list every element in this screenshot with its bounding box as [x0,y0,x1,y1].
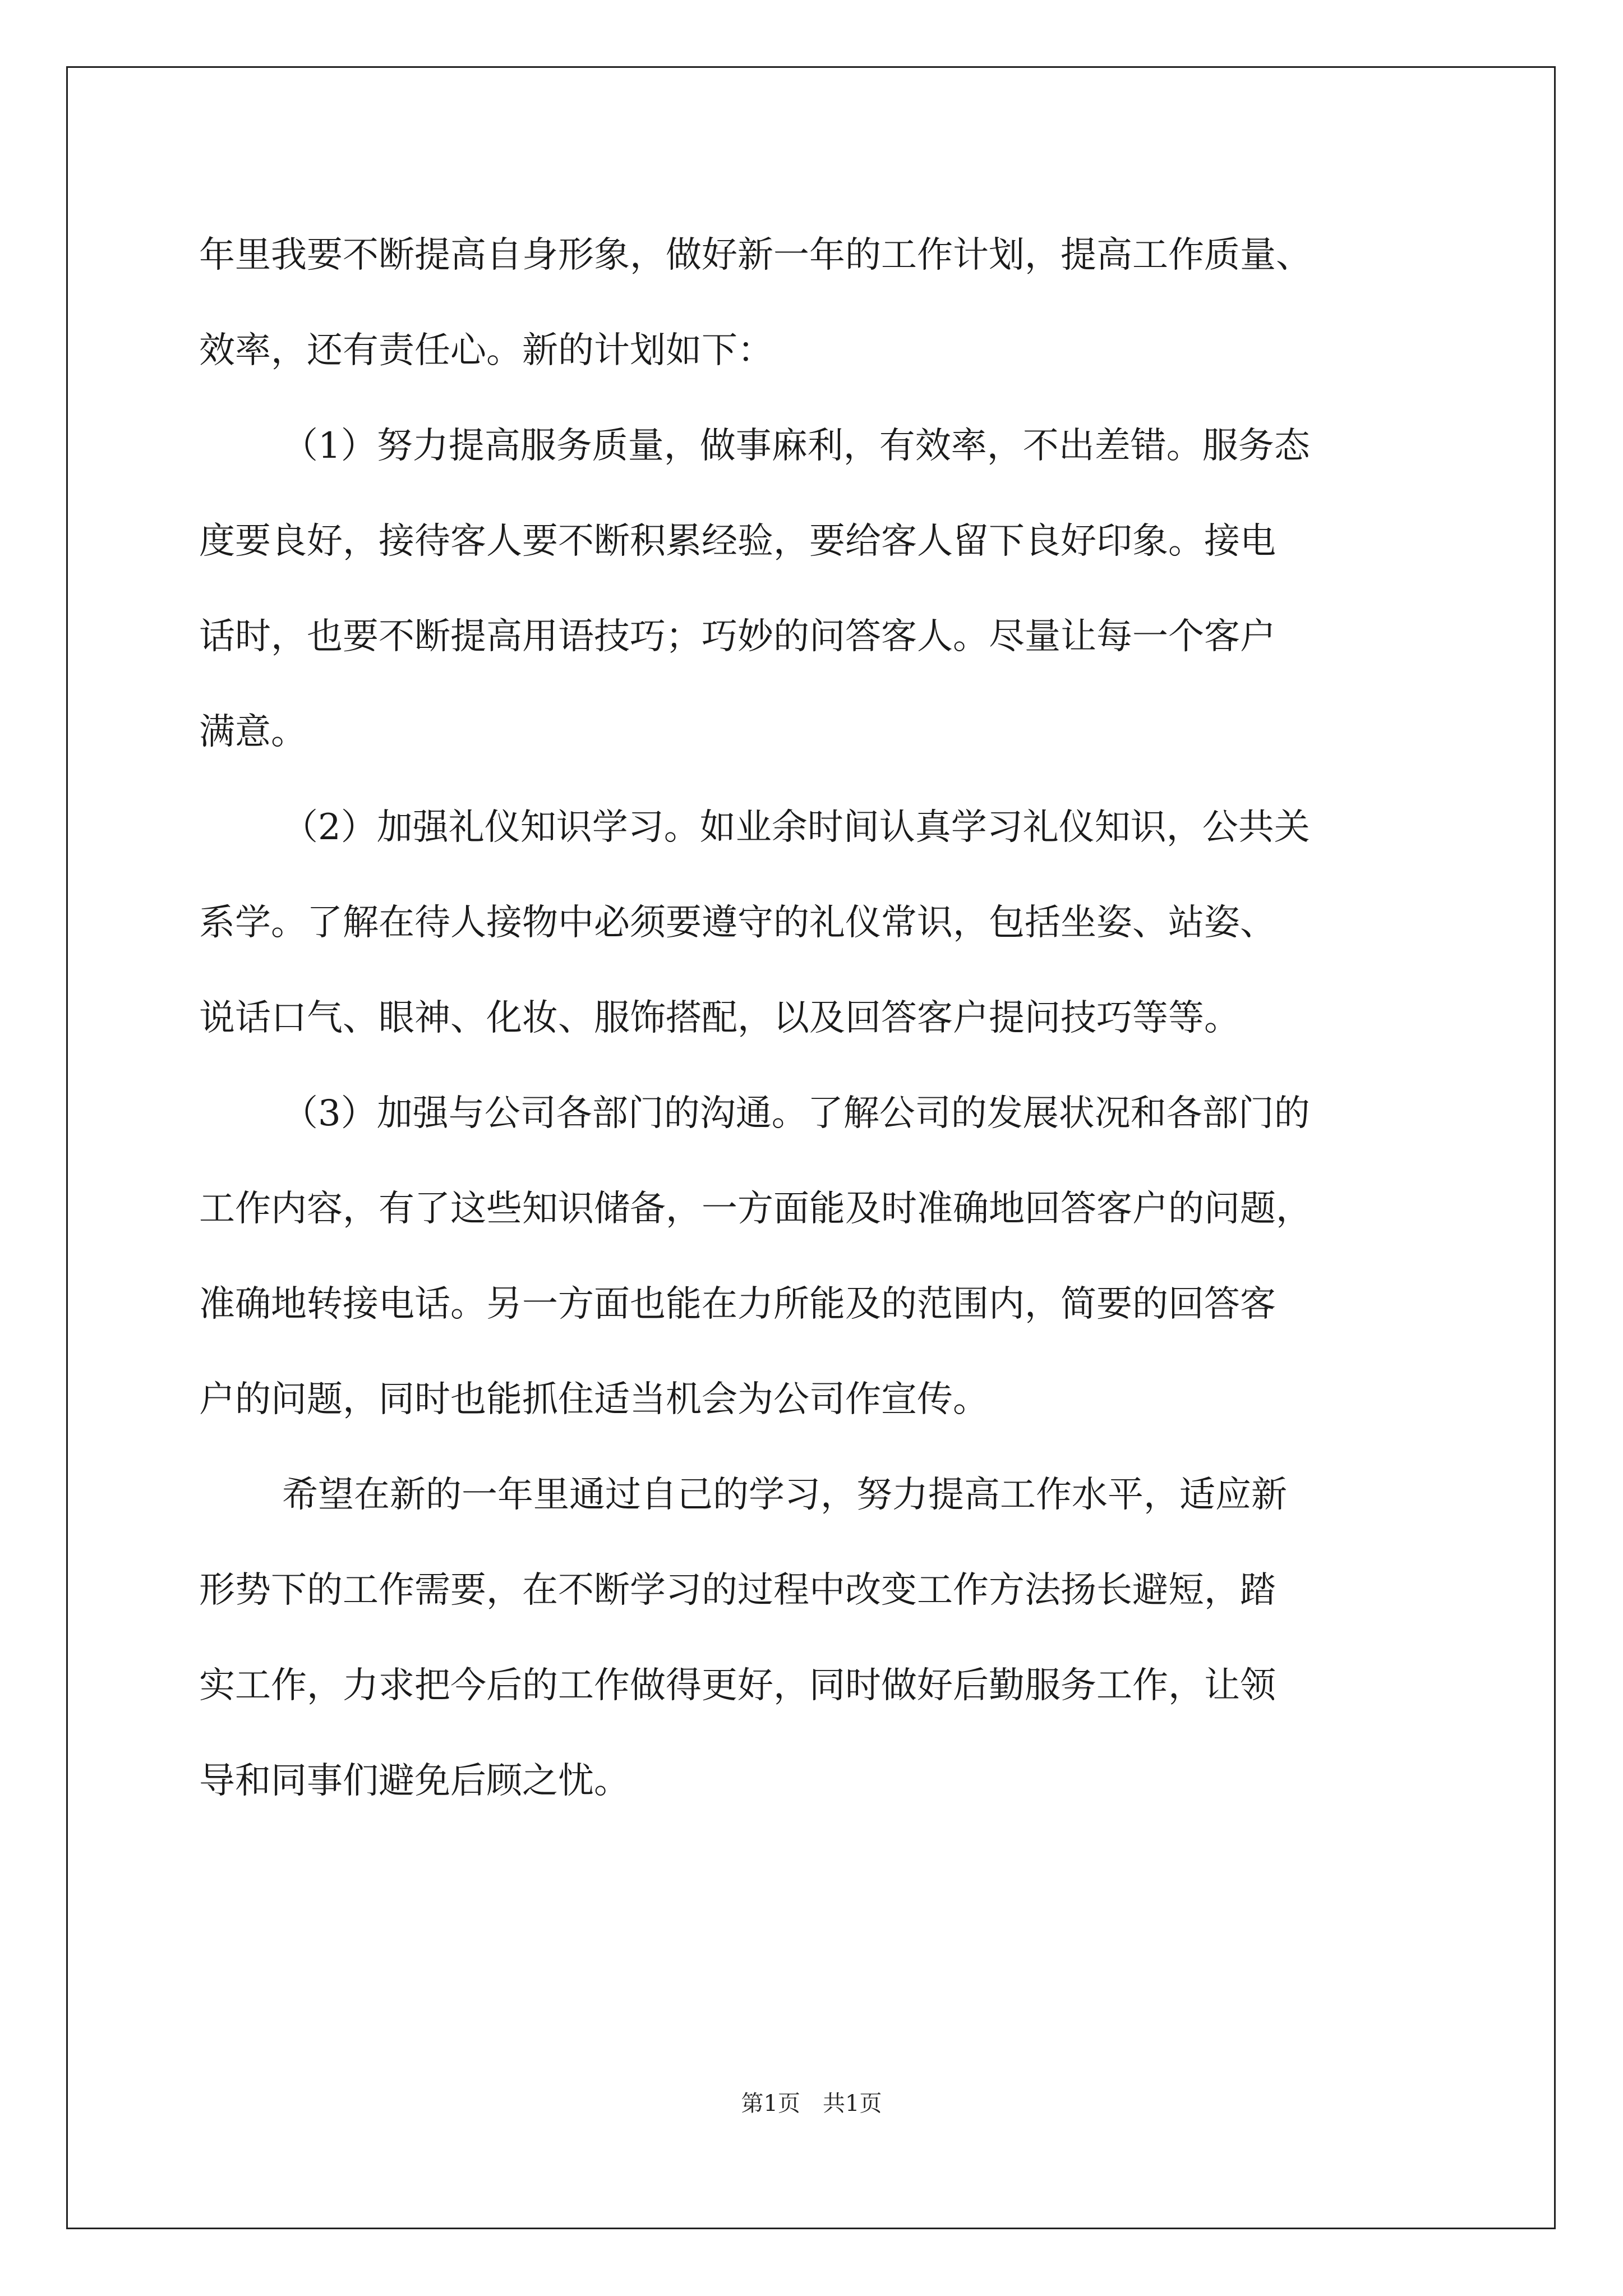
text-line: 实工作，力求把今后的工作做得更好，同时做好后勤服务工作，让领 [199,1665,1276,1706]
text-line: （1）努力提高服务质量，做事麻利，有效率，不出差错。服务态 [282,425,1310,467]
text-line: 导和同事们避免后顾之忧。 [199,1760,630,1802]
page-number-footer: 第1页 共1页 [741,2091,882,2116]
text-line: 年里我要不断提高自身形象，做好新一年的工作计划，提高工作质量、 [199,234,1312,276]
text-line: 满意。 [199,711,307,753]
text-line: 户的问题，同时也能抓住适当机会为公司作宣传。 [199,1379,989,1420]
text-line: 希望在新的一年里通过自己的学习，努力提高工作水平，适应新 [282,1474,1287,1516]
text-line: （3）加强与公司各部门的沟通。了解公司的发展状况和各部门的 [282,1093,1310,1134]
text-line: 话时，也要不断提高用语技巧；巧妙的问答客人。尽量让每一个客户 [199,616,1276,657]
text-line: 准确地转接电话。另一方面也能在力所能及的范围内，简要的回答客 [199,1283,1276,1325]
text-line: （2）加强礼仪知识学习。如业余时间认真学习礼仪知识，公共关 [282,807,1310,848]
document-body [199,208,1462,1829]
text-line: 效率，还有责任心。新的计划如下： [199,330,773,371]
text-line: 度要良好，接待客人要不断积累经验，要给客人留下良好印象。接电 [199,521,1276,562]
text-line: 形势下的工作需要，在不断学习的过程中改变工作方法扬长避短，踏 [199,1570,1276,1611]
text-line: 工作内容，有了这些知识储备，一方面能及时准确地回答客户的问题， [199,1188,1312,1230]
text-line: 系学。了解在待人接物中必须要遵守的礼仪常识，包括坐姿、站姿、 [199,902,1276,944]
text-line: 说话口气、眼神、化妆、服饰搭配，以及回答客户提问技巧等等。 [199,997,1240,1039]
